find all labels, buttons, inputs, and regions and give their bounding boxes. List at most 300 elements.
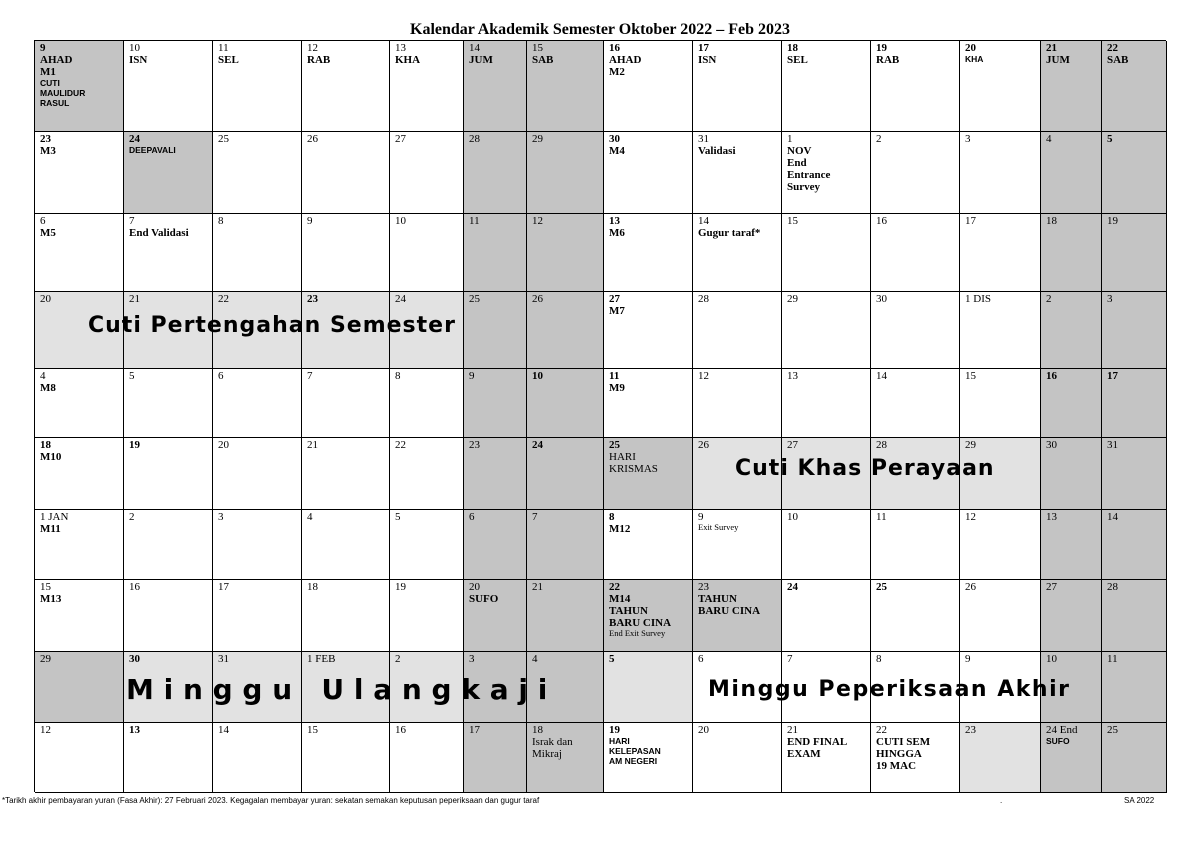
day-number: 31	[218, 653, 229, 665]
day-number: 4	[1046, 133, 1052, 145]
day-number: 28	[469, 133, 480, 145]
day-cell	[213, 652, 302, 723]
day-number: 13	[129, 724, 140, 736]
day-number: 7	[787, 653, 793, 665]
day-cell	[302, 41, 390, 132]
day-number: 19	[876, 42, 887, 54]
day-number: 23	[965, 724, 976, 736]
day-cell	[604, 132, 693, 214]
day-number: 27	[395, 133, 406, 145]
calendar-grid	[34, 40, 1166, 792]
day-number: 1 DIS	[965, 293, 991, 305]
day-number: 6	[469, 511, 475, 523]
day-cell	[604, 723, 693, 793]
day-number: 10	[532, 370, 543, 382]
day-number: 26	[307, 133, 318, 145]
day-number: 16	[609, 42, 620, 54]
day-cell	[464, 41, 527, 132]
day-cell	[1041, 580, 1102, 652]
day-cell	[1041, 438, 1102, 510]
day-cell	[124, 214, 213, 292]
day-note: CUTI SEM HINGGA 19 MAC	[876, 736, 931, 772]
day-cell	[213, 723, 302, 793]
day-number: 19	[395, 581, 406, 593]
day-number: 15	[307, 724, 318, 736]
day-cell	[390, 723, 464, 793]
day-cell	[960, 438, 1041, 510]
day-number: 30	[609, 133, 620, 145]
day-cell	[464, 292, 527, 369]
day-cell	[693, 369, 782, 438]
day-note: M5	[40, 227, 56, 239]
day-number: 4	[307, 511, 313, 523]
day-note: M10	[40, 451, 62, 463]
day-number: 17	[1107, 370, 1118, 382]
footnote: *Tarikh akhir pembayaran yuran (Fasa Akhir): 27 Februari 2023. Kegagalan membayar yuran: sekatan semakan keputusan peperiksaan dan gugur taraf	[2, 796, 540, 805]
day-cell	[604, 510, 693, 580]
day-number: 12	[965, 511, 976, 523]
day-number: 24	[395, 293, 406, 305]
day-cell	[871, 41, 960, 132]
day-number: 30	[1046, 439, 1057, 451]
day-number: 10	[787, 511, 798, 523]
day-number: 20	[698, 724, 709, 736]
day-number: 23	[698, 581, 709, 593]
day-cell	[390, 580, 464, 652]
day-cell	[782, 369, 871, 438]
day-cell	[35, 580, 124, 652]
day-number: 17	[469, 724, 480, 736]
day-cell	[604, 580, 693, 652]
day-number: 11	[1107, 653, 1118, 665]
day-cell	[1041, 214, 1102, 292]
day-number: 30	[129, 653, 140, 665]
day-cell	[1041, 132, 1102, 214]
day-number: 19	[129, 439, 140, 451]
day-cell	[960, 369, 1041, 438]
day-number: 11	[609, 370, 620, 382]
day-cell	[213, 438, 302, 510]
day-cell	[35, 132, 124, 214]
day-cell	[1102, 292, 1167, 369]
day-cell	[693, 723, 782, 793]
day-note: AHAD M1	[40, 54, 73, 78]
day-number: 5	[129, 370, 135, 382]
day-cell	[302, 214, 390, 292]
day-note: M13	[40, 593, 62, 605]
day-number: 20	[40, 293, 51, 305]
day-number: 24	[532, 439, 543, 451]
day-cell	[960, 292, 1041, 369]
day-number: 31	[698, 133, 709, 145]
day-cell	[213, 214, 302, 292]
day-number: 20	[469, 581, 480, 593]
day-note: HARI KELEPASAN AM NEGERI	[609, 736, 661, 766]
day-number: 27	[1046, 581, 1057, 593]
banner-final-exam-week: Minggu Peperiksaan Akhir	[708, 677, 1071, 702]
day-note: JUM	[1046, 54, 1070, 66]
day-number: 13	[395, 42, 406, 54]
day-number: 29	[787, 293, 798, 305]
day-number: 15	[965, 370, 976, 382]
day-cell	[35, 723, 124, 793]
day-cell	[782, 132, 871, 214]
day-number: 3	[469, 653, 475, 665]
day-cell	[782, 723, 871, 793]
day-cell	[527, 580, 604, 652]
day-note: CUTI MAULIDUR RASUL	[40, 78, 86, 108]
day-cell	[124, 41, 213, 132]
day-number: 23	[307, 293, 318, 305]
day-cell	[871, 292, 960, 369]
day-cell	[1041, 723, 1102, 793]
day-cell	[693, 214, 782, 292]
day-number: 17	[965, 215, 976, 227]
day-note: Gugur taraf*	[698, 227, 761, 239]
day-note: JUM	[469, 54, 493, 66]
day-number: 16	[876, 215, 887, 227]
day-cell	[871, 214, 960, 292]
day-cell	[527, 652, 604, 723]
calendar-title: Kalendar Akademik Semester Oktober 2022 – Feb 2023	[410, 21, 790, 38]
day-cell	[124, 580, 213, 652]
day-number: 14	[218, 724, 229, 736]
day-number: 25	[469, 293, 480, 305]
banner-midsem-break: Cuti Pertengahan Semester	[88, 313, 456, 338]
day-number: 18	[1046, 215, 1057, 227]
day-cell	[390, 214, 464, 292]
day-number: 29	[532, 133, 543, 145]
day-number: 13	[609, 215, 620, 227]
day-number: 21	[129, 293, 140, 305]
day-number: 26	[965, 581, 976, 593]
day-note: SUFO	[1046, 736, 1070, 746]
day-number: 1 JAN	[40, 511, 69, 523]
day-number: 20	[965, 42, 976, 54]
day-cell	[213, 510, 302, 580]
day-cell	[960, 41, 1041, 132]
day-number: 5	[395, 511, 401, 523]
day-cell	[390, 292, 464, 369]
day-cell	[124, 292, 213, 369]
day-number: 9	[965, 653, 971, 665]
day-number: 18	[40, 439, 51, 451]
day-cell	[527, 132, 604, 214]
day-cell	[302, 369, 390, 438]
day-number: 23	[469, 439, 480, 451]
banner-festive-break: Cuti Khas Perayaan	[735, 456, 995, 481]
day-number: 4	[40, 370, 46, 382]
day-cell	[1102, 438, 1167, 510]
day-cell	[35, 292, 124, 369]
day-number: 21	[307, 439, 318, 451]
day-cell	[960, 214, 1041, 292]
day-cell	[960, 580, 1041, 652]
day-number: 18	[307, 581, 318, 593]
day-number: 9	[307, 215, 313, 227]
day-number: 25	[218, 133, 229, 145]
day-number: 9	[40, 42, 46, 54]
day-cell	[782, 580, 871, 652]
day-cell	[213, 132, 302, 214]
day-note: HARI KRISMAS	[609, 451, 658, 475]
day-number: 2	[876, 133, 882, 145]
day-number: 11	[218, 42, 229, 54]
day-cell	[1041, 292, 1102, 369]
day-number: 1 FEB	[307, 653, 336, 665]
day-number: 25	[609, 439, 620, 451]
day-cell	[693, 510, 782, 580]
day-cell	[1041, 510, 1102, 580]
banner-revision-week: M i n g g u U l a n g k a j i	[126, 673, 548, 706]
day-cell	[124, 438, 213, 510]
day-number: 2	[1046, 293, 1052, 305]
day-number: 25	[876, 581, 887, 593]
day-cell	[124, 510, 213, 580]
day-number: 22	[218, 293, 229, 305]
day-cell	[35, 369, 124, 438]
day-cell	[302, 723, 390, 793]
day-cell	[693, 652, 782, 723]
day-cell	[35, 41, 124, 132]
day-cell	[124, 369, 213, 438]
day-number: 6	[698, 653, 704, 665]
day-cell	[871, 652, 960, 723]
day-cell	[390, 369, 464, 438]
day-number: 11	[469, 215, 480, 227]
day-note: SAB	[1107, 54, 1129, 66]
day-note: M3	[40, 145, 56, 157]
day-cell	[604, 214, 693, 292]
day-number: 10	[395, 215, 406, 227]
day-cell	[302, 438, 390, 510]
day-number: 9	[469, 370, 475, 382]
day-number: 24	[129, 133, 140, 145]
day-number: 7	[129, 215, 135, 227]
day-number: 5	[1107, 133, 1113, 145]
day-cell	[782, 652, 871, 723]
day-cell	[871, 438, 960, 510]
day-number: 8	[876, 653, 882, 665]
day-cell	[1102, 132, 1167, 214]
day-number: 12	[698, 370, 709, 382]
day-note: End Validasi	[129, 227, 189, 239]
day-cell	[604, 292, 693, 369]
day-cell	[35, 438, 124, 510]
day-cell	[871, 369, 960, 438]
day-note: KHA	[965, 54, 984, 64]
day-number: 20	[218, 439, 229, 451]
day-note: ISN	[698, 54, 717, 66]
day-number: 18	[787, 42, 798, 54]
day-number: 17	[698, 42, 709, 54]
day-number: 27	[609, 293, 620, 305]
day-number: 15	[40, 581, 51, 593]
day-note: M8	[40, 382, 56, 394]
day-number: 10	[1046, 653, 1057, 665]
day-number: 28	[1107, 581, 1118, 593]
footer-dot: .	[1000, 796, 1003, 805]
day-note: End Exit Survey	[609, 628, 666, 638]
day-cell	[1041, 652, 1102, 723]
day-cell	[124, 652, 213, 723]
day-cell	[302, 292, 390, 369]
day-cell	[527, 369, 604, 438]
day-note: M9	[609, 382, 625, 394]
day-number: 19	[609, 724, 620, 736]
day-cell	[464, 132, 527, 214]
day-number: 30	[876, 293, 887, 305]
day-cell	[124, 723, 213, 793]
day-cell	[693, 41, 782, 132]
day-cell	[213, 369, 302, 438]
day-cell	[1102, 510, 1167, 580]
day-number: 5	[609, 653, 615, 665]
day-number: 27	[787, 439, 798, 451]
day-note: M4	[609, 145, 625, 157]
day-number: 22	[876, 724, 887, 736]
day-number: 12	[532, 215, 543, 227]
day-cell	[693, 438, 782, 510]
day-number: 8	[609, 511, 615, 523]
day-cell	[527, 510, 604, 580]
day-cell	[782, 438, 871, 510]
day-note: RAB	[307, 54, 331, 66]
day-number: 22	[609, 581, 620, 593]
day-cell	[1102, 214, 1167, 292]
day-cell	[871, 723, 960, 793]
day-cell	[604, 438, 693, 510]
day-note: M7	[609, 305, 625, 317]
day-number: 15	[532, 42, 543, 54]
day-cell	[782, 41, 871, 132]
day-number: 28	[698, 293, 709, 305]
day-number: 21	[1046, 42, 1057, 54]
day-number: 14	[469, 42, 480, 54]
day-cell	[464, 214, 527, 292]
day-number: 7	[307, 370, 313, 382]
day-cell	[527, 214, 604, 292]
day-number: 18	[532, 724, 543, 736]
day-cell	[527, 438, 604, 510]
day-cell	[124, 132, 213, 214]
day-cell	[213, 292, 302, 369]
day-note: SUFO	[469, 593, 499, 605]
day-cell	[1102, 369, 1167, 438]
day-cell	[35, 214, 124, 292]
day-note: Validasi	[698, 145, 736, 157]
day-number: 25	[1107, 724, 1118, 736]
day-note: M14 TAHUN BARU CINA	[609, 593, 672, 629]
day-number: 10	[129, 42, 140, 54]
day-cell	[390, 132, 464, 214]
day-cell	[464, 652, 527, 723]
day-cell	[390, 510, 464, 580]
day-cell	[527, 292, 604, 369]
day-number: 9	[698, 511, 704, 523]
day-note: NOV End Entrance Survey	[787, 145, 831, 193]
day-cell	[960, 652, 1041, 723]
day-cell	[871, 132, 960, 214]
day-number: 14	[698, 215, 709, 227]
day-note: KHA	[395, 54, 421, 66]
day-number: 29	[40, 653, 51, 665]
day-cell	[1041, 41, 1102, 132]
day-number: 3	[218, 511, 224, 523]
day-cell	[464, 580, 527, 652]
day-cell	[871, 510, 960, 580]
day-number: 28	[876, 439, 887, 451]
day-number: 2	[129, 511, 135, 523]
day-cell	[782, 292, 871, 369]
day-number: 8	[395, 370, 401, 382]
day-number: 12	[40, 724, 51, 736]
day-number: 14	[1107, 511, 1118, 523]
day-cell	[1102, 580, 1167, 652]
day-number: 17	[218, 581, 229, 593]
day-cell	[782, 214, 871, 292]
day-cell	[213, 580, 302, 652]
day-cell	[302, 510, 390, 580]
day-number: 3	[1107, 293, 1113, 305]
day-cell	[1102, 652, 1167, 723]
day-number: 12	[307, 42, 318, 54]
day-note: M12	[609, 523, 631, 535]
day-number: 13	[1046, 511, 1057, 523]
day-cell	[871, 580, 960, 652]
day-cell	[960, 723, 1041, 793]
day-cell	[693, 580, 782, 652]
day-cell	[464, 723, 527, 793]
day-cell	[390, 652, 464, 723]
day-number: 26	[532, 293, 543, 305]
day-note: RAB	[876, 54, 900, 66]
day-cell	[604, 41, 693, 132]
day-note: ISN	[129, 54, 148, 66]
day-cell	[527, 723, 604, 793]
day-number: 22	[395, 439, 406, 451]
day-note: END FINAL EXAM	[787, 736, 848, 760]
day-cell	[527, 41, 604, 132]
day-number: 2	[395, 653, 401, 665]
day-cell	[693, 132, 782, 214]
day-number: 23	[40, 133, 51, 145]
day-number: 29	[965, 439, 976, 451]
day-cell	[604, 652, 693, 723]
day-number: 1	[787, 133, 793, 145]
day-number: 16	[395, 724, 406, 736]
day-note: TAHUN BARU CINA	[698, 593, 761, 617]
day-cell	[604, 369, 693, 438]
day-note: SEL	[218, 54, 239, 66]
day-cell	[302, 580, 390, 652]
day-number: 3	[965, 133, 971, 145]
day-cell	[302, 132, 390, 214]
day-cell	[1102, 41, 1167, 132]
day-cell	[1102, 723, 1167, 793]
day-number: 8	[218, 215, 224, 227]
day-number: 6	[218, 370, 224, 382]
day-cell	[464, 510, 527, 580]
document-reference: SA 2022	[1124, 796, 1155, 805]
day-note: Exit Survey	[698, 522, 739, 532]
day-number: 22	[1107, 42, 1118, 54]
day-cell	[464, 438, 527, 510]
day-number: 24 End	[1046, 724, 1078, 736]
day-cell	[1041, 369, 1102, 438]
day-number: 16	[1046, 370, 1057, 382]
day-number: 24	[787, 581, 798, 593]
